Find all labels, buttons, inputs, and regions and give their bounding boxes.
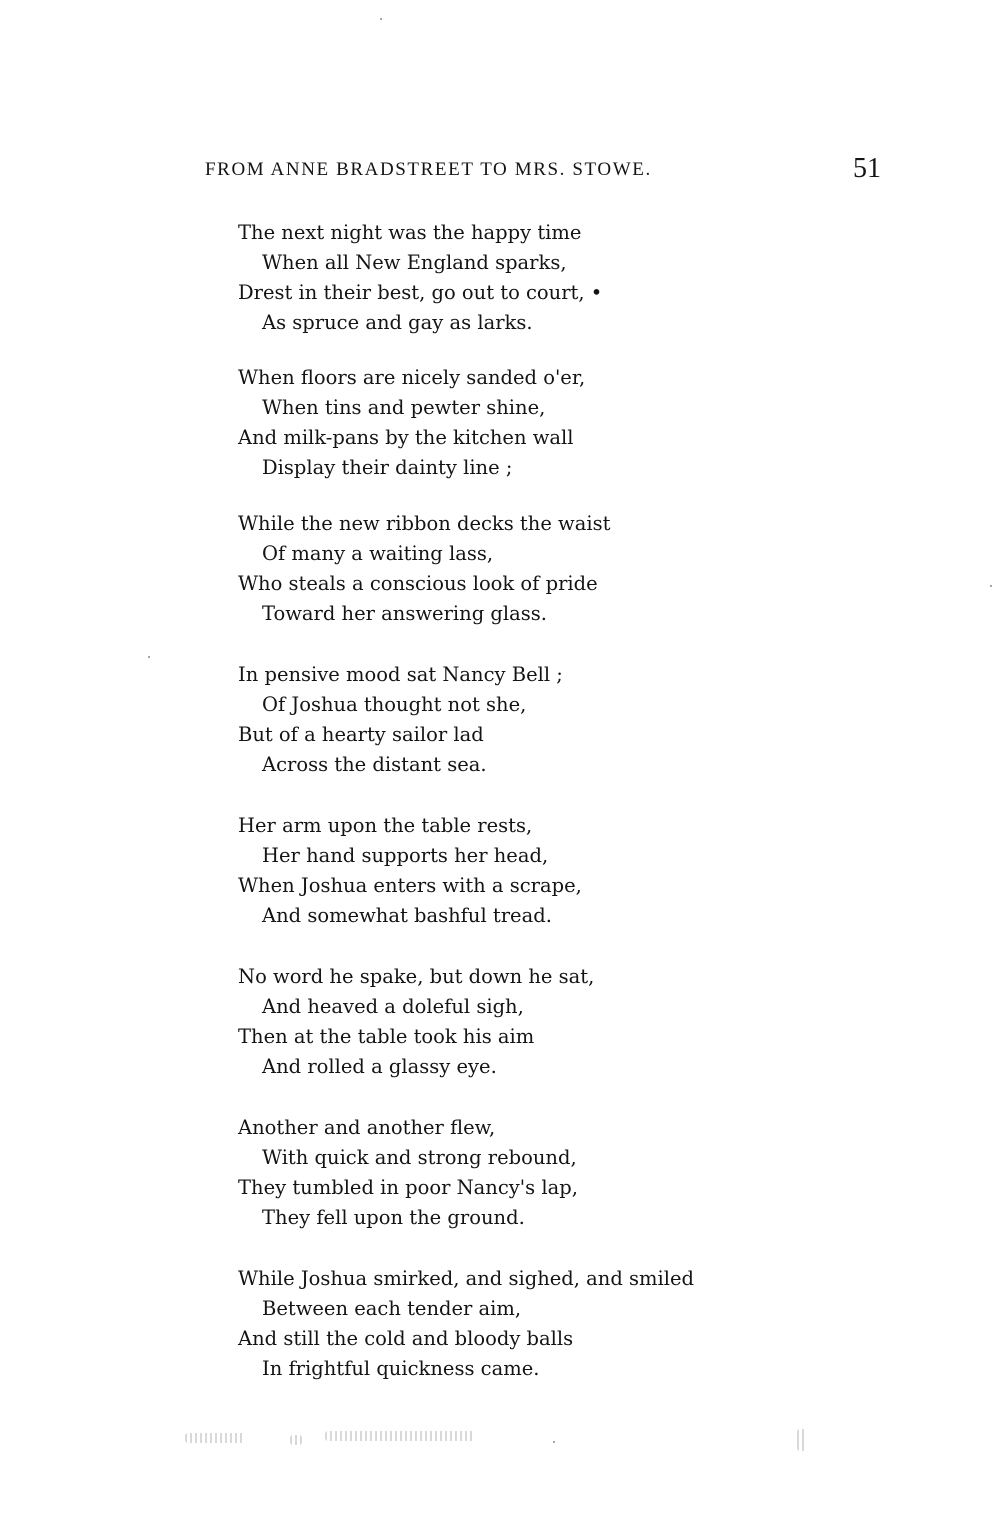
bleed-through-mark [185,1433,245,1443]
poem-line: And milk-pans by the kitchen wall [238,426,574,449]
poem-line: While Joshua smirked, and sighed, and smiled [238,1267,695,1290]
stanza [238,1264,694,1384]
poem-line: When tins and pewter shine, [262,396,546,419]
poem-line: As spruce and gay as larks. [262,311,533,334]
poem-line: But of a hearty sailor lad [238,723,484,746]
speck-mark [148,656,150,658]
stanza [238,1113,578,1233]
poem-line: With quick and strong rebound, [262,1146,577,1169]
stanza [238,363,585,483]
poem-line: And still the cold and bloody balls [238,1327,574,1350]
poem-line: When Joshua enters with a scrape, [238,874,582,897]
speck-mark [553,1441,555,1443]
poem-line: Between each tender aim, [262,1297,522,1320]
page-number: 51 [853,153,881,184]
stanza [238,962,594,1082]
bleed-through-mark [290,1435,302,1445]
stanza [238,811,582,931]
poem-line: In pensive mood sat Nancy Bell ; [238,663,563,686]
poem-line: Across the distant sea. [262,753,487,776]
poem-line: Then at the table took his aim [238,1025,535,1048]
poem-line: Drest in their best, go out to court, • [238,281,603,304]
stanza [238,218,602,338]
poem-line: The next night was the happy time [238,221,582,244]
poem-line: And somewhat bashful tread. [262,904,552,927]
stanza [238,509,610,629]
poem-line: In frightful quickness came. [262,1357,540,1380]
scan-artifacts [185,1425,825,1455]
bleed-through-mark [797,1429,807,1451]
poem-line: Toward her answering glass. [262,602,547,625]
bleed-through-mark [325,1431,475,1441]
poem-line: No word he spake, but down he sat, [238,965,595,988]
poem-line: When all New England sparks, [262,251,567,274]
poem-line: And rolled a glassy eye. [262,1055,497,1078]
speck-mark [990,585,992,587]
poem-line: Display their dainty line ; [262,456,513,479]
poem-line: Of Joshua thought not she, [262,693,527,716]
poem-line: They tumbled in poor Nancy's lap, [238,1176,578,1199]
poem-line: And heaved a doleful sigh, [262,995,524,1018]
poem-line: Of many a waiting lass, [262,542,494,565]
stanza [238,660,563,780]
poem-line: When floors are nicely sanded o'er, [238,366,586,389]
speck-mark [380,18,382,20]
poem-line: Her hand supports her head, [262,844,549,867]
poem-line: They fell upon the ground. [262,1206,525,1229]
poem-line: Another and another flew, [238,1116,496,1139]
poem-line: While the new ribbon decks the waist [238,512,611,535]
poem-line: Who steals a conscious look of pride [238,572,598,595]
poem-line: Her arm upon the table rests, [238,814,533,837]
running-title: FROM ANNE BRADSTREET TO MRS. STOWE. [205,159,652,180]
